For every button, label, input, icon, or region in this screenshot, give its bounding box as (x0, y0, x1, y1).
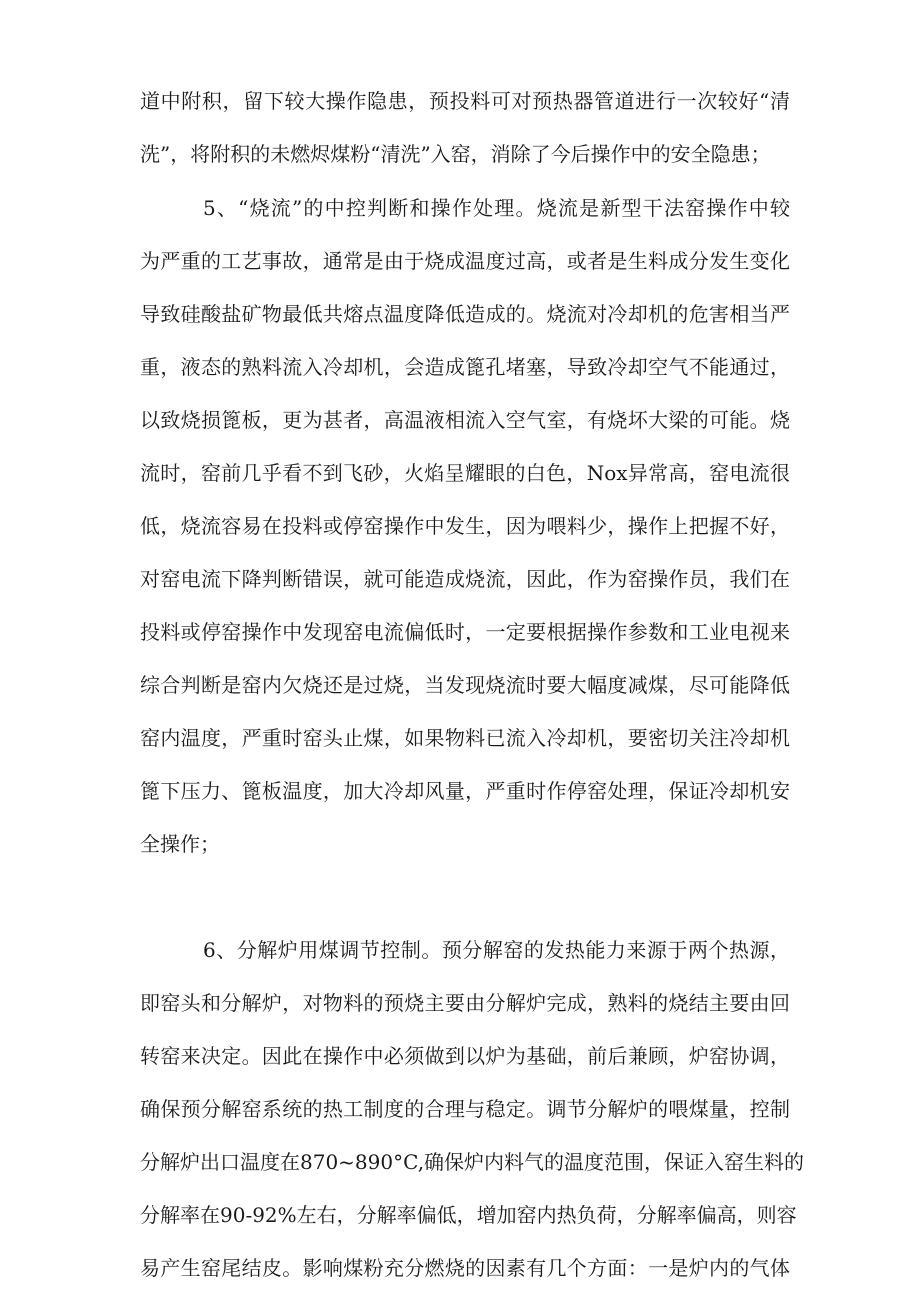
text-line: 综合判断是窑内欠烧还是过烧，当发现烧流时要大幅度减煤，尽可能降低 (140, 673, 790, 697)
text-line: 道中附积，留下较大操作隐患，预投料可对预热器管道进行一次较好“清 (140, 89, 790, 113)
text-line: 转窑来决定。因此在操作中必须做到以炉为基础，前后兼顾，炉窑协调， (140, 1044, 790, 1068)
text-line: 窑内温度，严重时窑头止煤，如果物料已流入冷却机，要密切关注冷却机 (140, 726, 790, 750)
text-line: 篦下压力、篦板温度，加大冷却风量，严重时作停窑处理，保证冷却机安 (140, 779, 790, 803)
text-line: 低，烧流容易在投料或停窑操作中发生，因为喂料少，操作上把握不好， (140, 514, 790, 538)
text-line: 为严重的工艺事故，通常是由于烧成温度过高，或者是生料成分发生变化 (140, 249, 790, 273)
text-line: 洗”，将附积的未燃烬煤粉“清洗”入窑，消除了今后操作中的安全隐患； (140, 142, 771, 166)
text-line: 5、“烧流”的中控判断和操作处理。烧流是新型干法窑操作中较 (203, 196, 790, 220)
text-line: 流时，窑前几乎看不到飞砂，火焰呈耀眼的白色，Nox异常高，窑电流很 (140, 461, 790, 485)
text-line: 全操作； (140, 832, 220, 856)
text-line: 投料或停窑操作中发现窑电流偏低时，一定要根据操作参数和工业电视来 (140, 620, 790, 644)
text-line: 对窑电流下降判断错误，就可能造成烧流，因此，作为窑操作员，我们在 (140, 567, 790, 591)
text-line: 确保预分解窑系统的热工制度的合理与稳定。调节分解炉的喂煤量，控制 (140, 1097, 790, 1121)
text-line: 重，液态的熟料流入冷却机，会造成篦孔堵塞，导致冷却空气不能通过， (140, 355, 790, 379)
text-line: 导致硅酸盐矿物最低共熔点温度降低造成的。烧流对冷却机的危害相当严 (140, 302, 790, 326)
text-line: 6、分解炉用煤调节控制。预分解窑的发热能力来源于两个热源， (203, 938, 790, 962)
text-line: 易产生窑尾结皮。影响煤粉充分燃烧的因素有几个方面：一是炉内的气体 (140, 1256, 790, 1280)
text-line: 以致烧损篦板，更为甚者，高温液相流入空气室，有烧坏大梁的可能。烧 (140, 408, 790, 432)
text-line: 分解炉出口温度在870~890°C,确保炉内料气的温度范围，保证入窑生料的 (140, 1150, 805, 1174)
text-line: 分解率在90-92%左右，分解率偏低，增加窑内热负荷，分解率偏高，则容 (140, 1203, 797, 1227)
text-line: 即窑头和分解炉，对物料的预烧主要由分解炉完成，熟料的烧结主要由回 (140, 991, 790, 1015)
